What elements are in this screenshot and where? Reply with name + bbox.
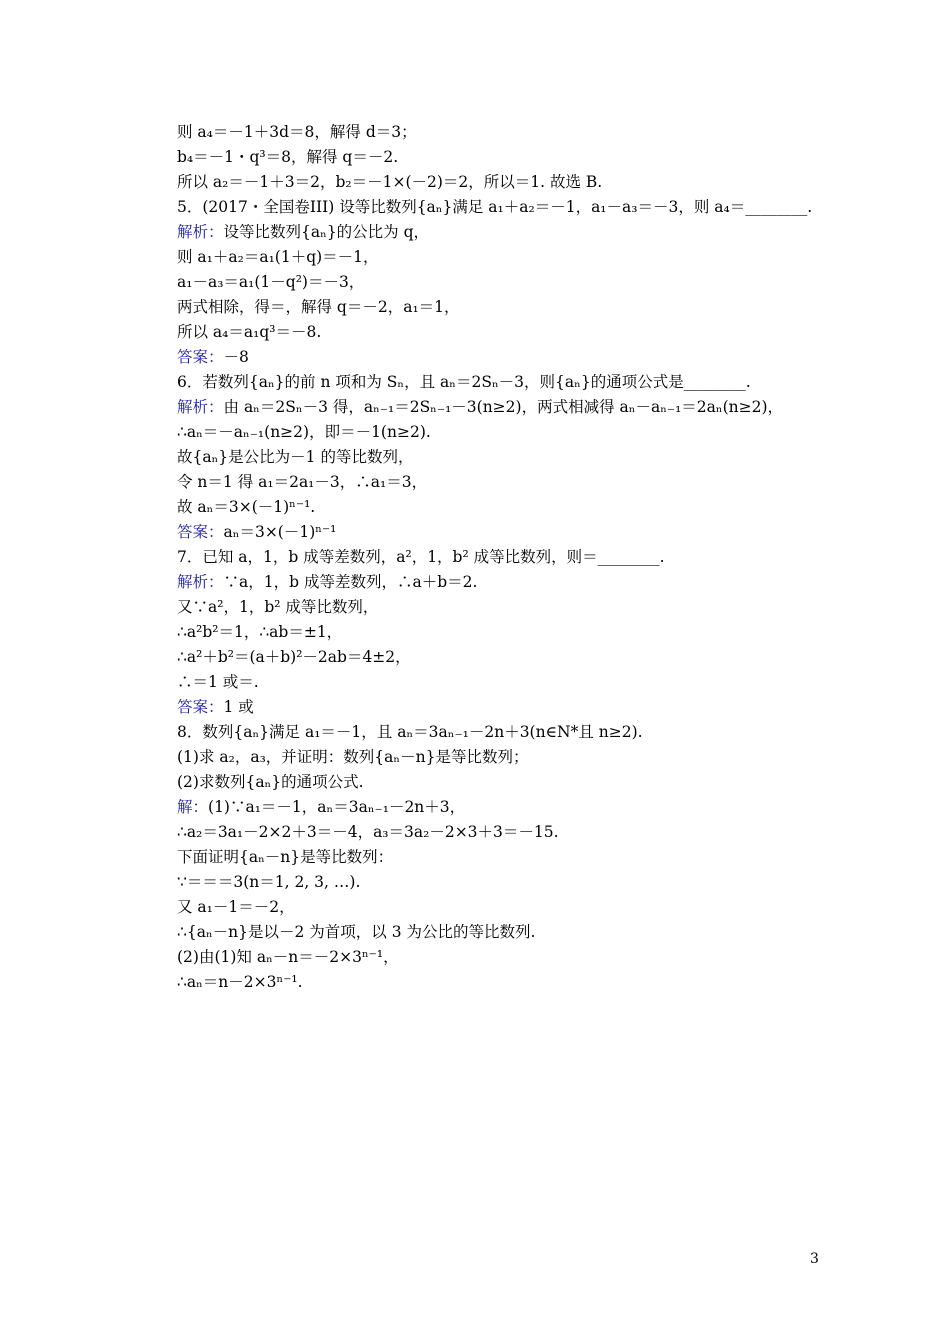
line-text: 又 a₁－1＝－2， <box>177 898 295 916</box>
text-line <box>177 620 877 644</box>
analysis-label: 解析： <box>177 398 224 416</box>
text-line <box>177 670 877 694</box>
answer-label: 答案： <box>177 523 224 541</box>
text-line <box>177 870 877 894</box>
text-line <box>177 945 877 969</box>
text-line <box>177 495 877 519</box>
line-text: ∴a²＋b²＝(a＋b)²－2ab＝4±2， <box>177 648 411 666</box>
text-line <box>177 420 877 444</box>
text-line <box>177 320 877 344</box>
solution-label: 解： <box>177 798 209 816</box>
line-text: ∴{aₙ－n}是以－2 为首项，以 3 为公比的等比数列. <box>177 923 536 941</box>
text-line <box>177 245 877 269</box>
analysis-line <box>177 395 877 419</box>
line-text: ∵a，1，b 成等差数列，∴a＋b＝2. <box>223 573 478 591</box>
text-line <box>177 970 877 994</box>
text-line <box>177 270 877 294</box>
line-text: b₄＝－1・q³＝8，解得 q＝－2. <box>177 148 399 166</box>
line-text: (2)求数列{aₙ}的通项公式. <box>177 773 364 791</box>
text-line <box>177 120 877 144</box>
line-text: 1 或 <box>223 698 254 716</box>
text-line <box>177 895 877 919</box>
line-text: 两式相除，得＝，解得 q＝－2，a₁＝1， <box>177 298 460 316</box>
solution-line <box>177 795 877 819</box>
line-text: 所以 a₂＝－1＋3＝2，b₂＝－1×(－2)＝2，所以＝1. 故选 B. <box>177 173 603 191</box>
line-text: 7．已知 a，1，b 成等差数列，a²，1，b² 成等比数列，则＝________. <box>177 548 665 566</box>
text-line <box>177 920 877 944</box>
line-text: (2)由(1)知 aₙ－n＝－2×3ⁿ⁻¹， <box>177 948 399 966</box>
line-text: (1)∵a₁＝－1，aₙ＝3aₙ₋₁－2n＋3， <box>208 798 466 816</box>
text-line <box>177 820 877 844</box>
answer-label: 答案： <box>177 348 224 366</box>
text-line <box>177 170 877 194</box>
analysis-line <box>177 570 877 594</box>
analysis-label: 解析： <box>177 573 224 591</box>
line-text: －8 <box>223 348 249 366</box>
text-line <box>177 845 877 869</box>
answer-line <box>177 520 877 544</box>
question-line <box>177 545 877 569</box>
line-text: 5．(2017・全国卷III) 设等比数列{aₙ}满足 a₁＋a₂＝－1，a₁－a₃＝－3，则 a₄＝________. <box>177 198 813 216</box>
text-line <box>177 595 877 619</box>
text-line <box>177 745 877 769</box>
text-line <box>177 770 877 794</box>
line-text: ∴aₙ＝－aₙ₋₁(n≥2)，即＝－1(n≥2). <box>177 423 431 441</box>
line-text: ∴＝1 或＝. <box>177 673 259 691</box>
line-text: 又∵a²，1，b² 成等比数列， <box>177 598 379 616</box>
line-text: aₙ＝3×(－1)ⁿ⁻¹ <box>223 523 337 541</box>
line-text: ∵＝＝＝3(n＝1, 2, 3, …). <box>177 873 361 891</box>
line-text: 8．数列{aₙ}满足 a₁＝－1，且 aₙ＝3aₙ₋₁－2n＋3(n∈N*且 n≥2). <box>177 723 643 741</box>
text-line <box>177 295 877 319</box>
question-line <box>177 370 877 394</box>
line-text: (1)求 a₂，a₃，并证明：数列{aₙ－n}是等比数列； <box>177 748 529 766</box>
question-line <box>177 195 877 219</box>
text-line <box>177 445 877 469</box>
line-text: 则 a₁＋a₂＝a₁(1＋q)＝－1， <box>177 248 379 266</box>
line-text: 故 aₙ＝3×(－1)ⁿ⁻¹. <box>177 498 316 516</box>
line-text: 则 a₄＝－1＋3d＝8，解得 d＝3； <box>177 123 417 141</box>
line-text: 设等比数列{aₙ}的公比为 q， <box>223 223 430 241</box>
page-number: 3 <box>810 1251 819 1267</box>
analysis-label: 解析： <box>177 223 224 241</box>
line-text: ∴a²b²＝1，∴ab＝±1， <box>177 623 343 641</box>
line-text: 令 n＝1 得 a₁＝2a₁－3，∴a₁＝3， <box>177 473 428 491</box>
answer-line <box>177 345 877 369</box>
line-text: 6．若数列{aₙ}的前 n 项和为 Sₙ，且 aₙ＝2Sₙ－3，则{aₙ}的通项公式是________. <box>177 373 751 391</box>
answer-line <box>177 695 877 719</box>
analysis-line <box>177 220 877 244</box>
line-text: ∴a₂＝3a₁－2×2＋3＝－4，a₃＝3a₂－2×3＋3＝－15. <box>177 823 559 841</box>
text-line <box>177 145 877 169</box>
line-text: 下面证明{aₙ－n}是等比数列： <box>177 848 394 866</box>
text-line <box>177 470 877 494</box>
line-text: 故{aₙ}是公比为－1 的等比数列， <box>177 448 414 466</box>
answer-label: 答案： <box>177 698 224 716</box>
question-line <box>177 720 877 744</box>
line-text: a₁－a₃＝a₁(1－q²)＝－3， <box>177 273 365 291</box>
line-text: 所以 a₄＝a₁q³＝－8. <box>177 323 322 341</box>
line-text: ∴aₙ＝n－2×3ⁿ⁻¹. <box>177 973 303 991</box>
line-text: 由 aₙ＝2Sₙ－3 得，aₙ₋₁＝2Sₙ₋₁－3(n≥2)，两式相减得 aₙ－aₙ₋₁＝2aₙ(n≥2)， <box>223 398 784 416</box>
text-line <box>177 645 877 669</box>
